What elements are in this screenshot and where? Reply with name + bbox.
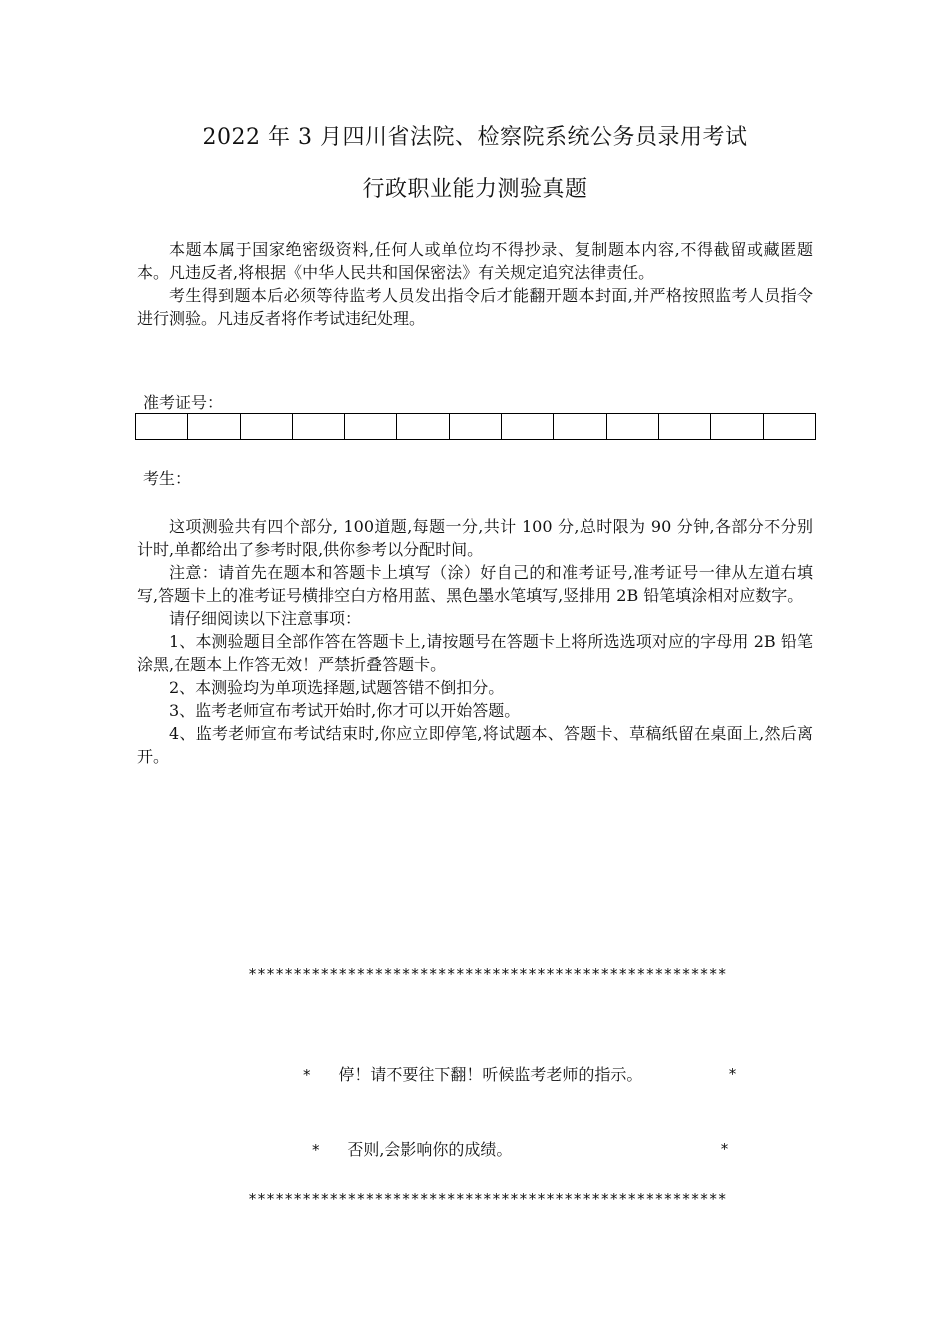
stop-box-star-right: *: [720, 1140, 730, 1158]
admission-number-box: [345, 414, 397, 440]
confidentiality-notice: [137, 238, 813, 330]
stop-box-star-left: *: [311, 1141, 321, 1159]
admission-number-box: [502, 414, 554, 440]
notice-paragraph: 本题本属于国家绝密级资料,任何人或单位均不得抄录、复制题本内容,不得截留或藏匿题本。凡违反者,将根据《中华人民共和国保密法》有关规定追究法律责任。: [137, 240, 813, 282]
stop-box-line: [248, 1112, 748, 1159]
admission-number-box: [554, 414, 606, 440]
stop-box-line: [248, 1037, 748, 1084]
stop-box-star-left: *: [302, 1066, 312, 1084]
admission-number-box: [763, 414, 815, 440]
admission-number-box: [136, 414, 188, 440]
admission-number-box: [449, 414, 501, 440]
instruction-paragraph: 1、本测验题目全部作答在答题卡上,请按题号在答题卡上将所选选项对应的字母用 2B 铅笔涂黑,在题本上作答无效！严禁折叠答题卡。: [137, 632, 813, 674]
admission-number-box: [606, 414, 658, 440]
exam-title: 2022 年 3 月四川省法院、检察院系统公务员录用考试: [202, 125, 748, 150]
admission-number-box: [240, 414, 292, 440]
stop-box-border-top: *****************************************************: [248, 965, 727, 983]
admission-number-grid: [135, 413, 816, 440]
stop-warning-box: [248, 912, 748, 1262]
stop-warning-text: 停！请不要往下翻！听候监考老师的指示。: [338, 1065, 643, 1084]
examinee-label: 考生：: [143, 469, 192, 488]
stop-box-star-right: *: [728, 1065, 738, 1083]
exam-subtitle: 行政职业能力测验真题: [362, 177, 588, 202]
admission-number-box: [711, 414, 763, 440]
instruction-paragraph: 2、本测验均为单项选择题,试题答错不倒扣分。: [169, 678, 505, 697]
instruction-paragraph: 注意：请首先在题本和答题卡上填写（涂）好自己的和准考证号,准考证号一律从左道右填写,答题卡上的准考证号横排空白方格用蓝、黑色墨水笔填写,竖排用 2B 铅笔填涂相对应数字。: [137, 563, 813, 605]
stop-warning-consequence: 否则,会影响你的成绩。: [347, 1140, 513, 1159]
test-instructions: [137, 515, 813, 768]
admission-number-label: 准考证号：: [143, 393, 224, 412]
instruction-paragraph: 3、监考老师宣布考试开始时,你才可以开始答题。: [169, 701, 521, 720]
instruction-paragraph: 这项测验共有四个部分, 100道题,每题一分,共计 100 分,总时限为 90 分钟,各部分不分别计时,单都给出了参考时限,供你参考以分配时间。: [137, 517, 813, 559]
notice-paragraph: 考生得到题本后必须等待监考人员发出指令后才能翻开题本封面,并严格按照监考人员指令进行测验。凡违反者将作考试违纪处理。: [137, 286, 813, 328]
admission-number-box: [397, 414, 449, 440]
admission-number-box: [658, 414, 710, 440]
admission-number-box: [188, 414, 240, 440]
admission-number-box: [292, 414, 344, 440]
instruction-paragraph: 请仔细阅读以下注意事项：: [169, 609, 362, 628]
stop-box-border-bottom: *****************************************************: [248, 1190, 727, 1208]
instruction-paragraph: 4、监考老师宣布考试结束时,你应立即停笔,将试题本、答题卡、草稿纸留在桌面上,然后离开。: [137, 724, 813, 766]
